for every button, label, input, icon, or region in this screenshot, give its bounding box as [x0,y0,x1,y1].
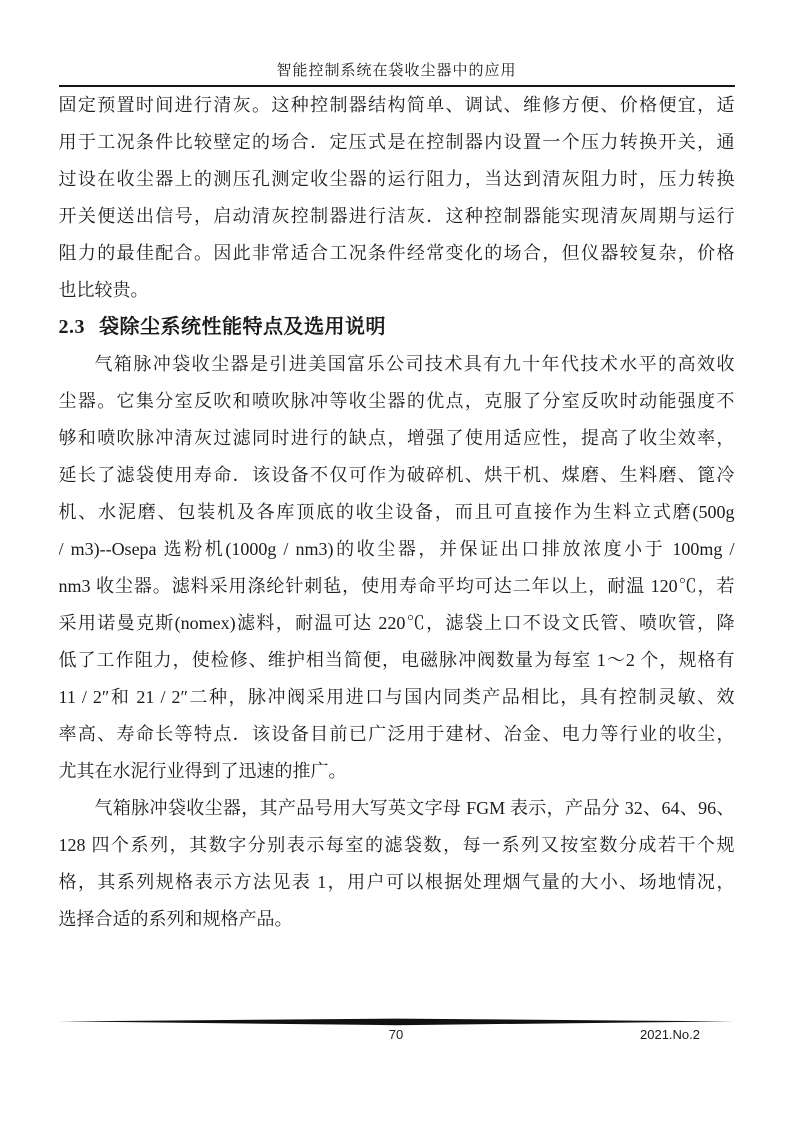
text-line: 气箱脉冲袋收尘器，其产品号用大写英文字母 FGM 表示，产品分 32、64、96、 [94,798,735,818]
page-footer [58,1018,734,1046]
text-line: 阻力的最佳配合。因此非常适合工况条件经常变化的场合，但仪器较复杂，价格 [58,243,735,263]
page-number: 70 [388,1027,404,1042]
text-line: 11 / 2″和 21 / 2″二种，脉冲阀采用进口与国内同类产品相比，具有控制灵敏、效 [58,687,735,707]
paragraph-1 [59,87,735,309]
paragraph-2 [59,346,735,790]
section-heading [59,309,735,346]
text-line: 也比较贵。 [58,280,149,300]
text-line: 机、水泥磨、包装机及各库顶底的收尘设备，而且可直接作为生料立式磨(500g [58,502,735,522]
footer-rule [58,1018,734,1026]
text-line: 延长了滤袋使用寿命．该设备不仅可作为破碎机、烘干机、煤磨、生料磨、篦冷 [58,465,735,485]
text-line: / m3)--Osepa 选粉机(1000g / nm3)的收尘器，并保证出口排放浓度小于 100mg / [58,539,735,559]
text-line: 低了工作阻力，使检修、维护相当简便，电磁脉冲阀数量为每室 1～2 个，规格有 [58,650,735,670]
running-title: 智能控制系统在袋收尘器中的应用 [276,63,517,79]
text-line: 够和喷吹脉冲清灰过滤同时进行的缺点，增强了使用适应性，提高了收尘效率， [58,428,735,448]
text-line: 过设在收尘器上的测压孔测定收尘器的运行阻力，当达到清灰阻力时，压力转换 [58,169,735,189]
text-line: 选择合适的系列和规格产品。 [58,909,293,929]
text-line: 气箱脉冲袋收尘器是引进美国富乐公司技术具有九十年代技术水平的高效收 [94,354,735,374]
text-line: nm3 收尘器。滤料采用涤纶针刺毡，使用寿命平均可达二年以上，耐温 120℃，若 [58,576,735,596]
text-line: 率高、寿命长等特点．该设备目前已广泛用于建材、冶金、电力等行业的收尘， [58,724,735,744]
section-title: 袋除尘系统性能特点及选用说明 [99,316,386,338]
paragraph-3 [59,790,735,938]
text-line: 尤其在水泥行业得到了迅速的推广。 [58,761,347,781]
text-line: 用于工况条件比较壁定的场合．定压式是在控制器内设置一个压力转换开关，通 [58,132,735,152]
text-line: 开关便送出信号，启动清灰控制器进行洁灰．这种控制器能实现清灰周期与运行 [58,206,735,226]
issue-label: 2021.No.2 [640,1027,700,1042]
text-line: 128 四个系列，其数字分别表示每室的滤袋数，每一系列又按室数分成若干个规 [58,835,735,855]
text-line: 固定预置时间进行清灰。这种控制器结构简单、调试、维修方便、价格便宜，适 [58,95,735,115]
text-line: 采用诺曼克斯(nomex)滤料，耐温可达 220℃，滤袋上口不设文氏管、喷吹管，降 [58,613,735,633]
section-number: 2.3 [58,316,85,338]
text-line: 格，其系列规格表示方法见表 1，用户可以根据处理烟气量的大小、场地情况， [58,872,735,892]
page-header [59,0,735,87]
text-line: 尘器。它集分室反吹和喷吹脉冲等收尘器的优点，克服了分室反吹时动能强度不 [58,391,735,411]
